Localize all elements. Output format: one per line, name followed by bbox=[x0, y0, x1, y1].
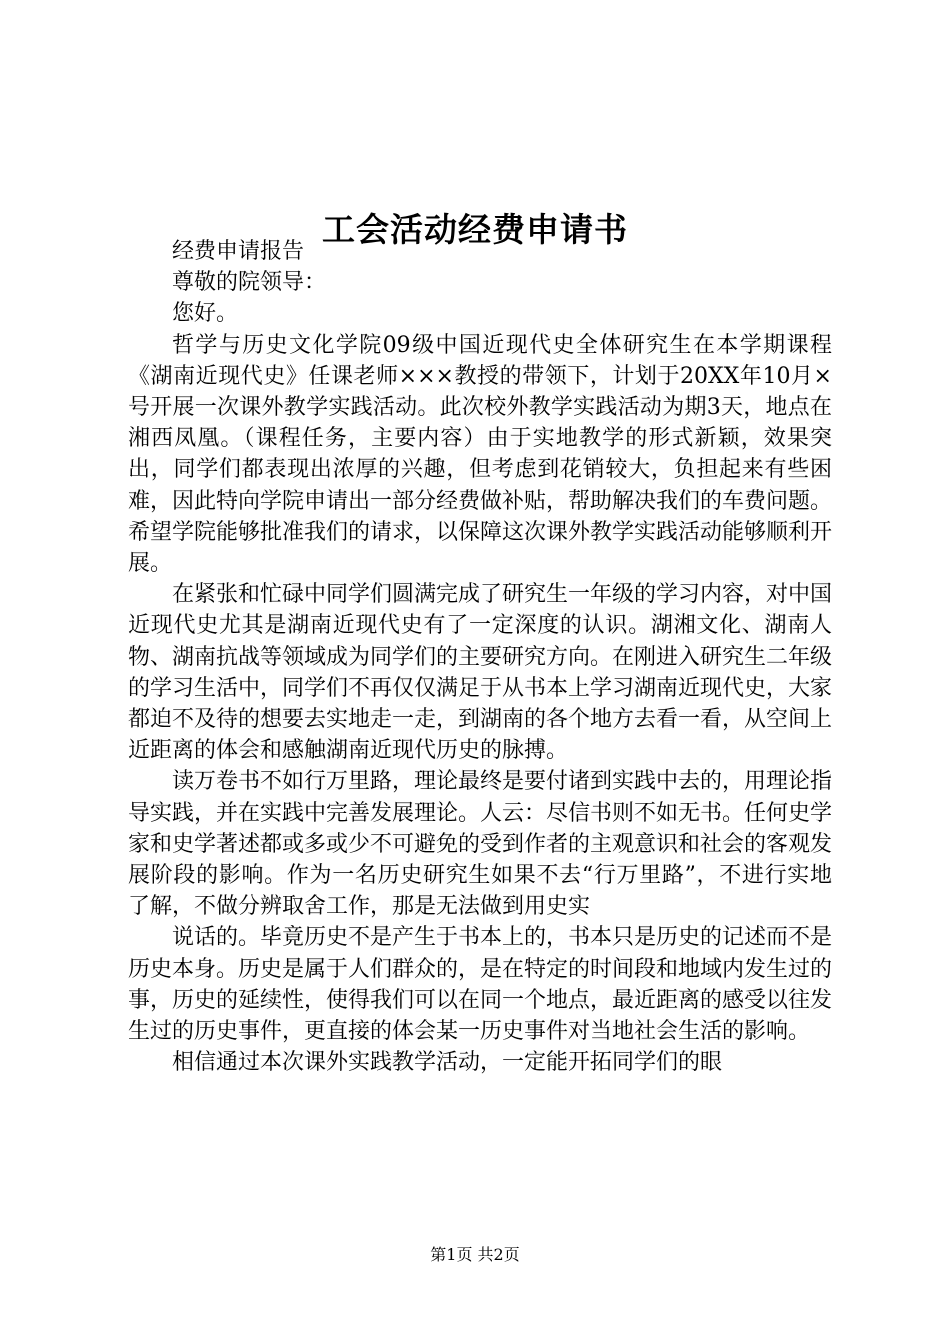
page-number-footer: 第1页 共2页 bbox=[430, 1245, 520, 1264]
body-paragraph: 说话的。毕竟历史不是产生于书本上的，书本只是历史的记述而不是历史本身。历史是属于人们群众的，是在特定的时间段和地域内发生过的事，历史的延续性，使得我们可以在同一个地点，最近距离的感受以往发生过的历史事件，更直接的体会某一历史事件对当地社会生活的影响。 bbox=[128, 925, 833, 1045]
report-heading: 经费申请报告 bbox=[172, 239, 305, 264]
greeting: 您好。 bbox=[172, 301, 239, 327]
body-paragraph: 在紧张和忙碌中同学们圆满完成了研究生一年级的学习内容，对中国近现代史尤其是湖南近现代史有了一定深度的认识。湖湘文化、湖南人物、湖南抗战等领域成为同学们的主要研究方向。在刚进入研究生二年级的学习生活中，同学们不再仅仅满足于从书本上学习湖南近现代史，大家都迫不及待的想要去实地走一走，到湖南的各个地方去看一看，从空间上近距离的体会和感触湖南近现代历史的脉搏。 bbox=[128, 582, 833, 764]
document-title: 工会活动经费申请书 bbox=[322, 210, 628, 250]
salutation: 尊敬的院领导： bbox=[172, 270, 327, 296]
body-paragraph: 读万卷书不如行万里路，理论最终是要付诸到实践中去的，用理论指导实践，并在实践中完善发展理论。人云：尽信书则不如无书。任何史学家和史学著述都或多或少不可避免的受到作者的主观意识和社会的客观发展阶段的影响。作为一名历史研究生如果不去“行万里路”，不进行实地了解，不做分辨取舍工作，那是无法做到用史实 bbox=[128, 769, 833, 920]
document-body bbox=[128, 236, 832, 1078]
body-paragraph: 哲学与历史文化学院09级中国近现代史全体研究生在本学期课程《湖南近现代史》任课老师×××教授的带领下，计划于20XX年10月×号开展一次课外教学实践活动。此次校外教学实践活动为期3天，地点在湘西凤凰。（课程任务，主要内容）由于实地教学的形式新颖，效果突出，同学们都表现出浓厚的兴趣，但考虑到花销较大，负担起来有些困难，因此特向学院申请出一部分经费做补贴，帮助解决我们的车费问题。希望学院能够批准我们的请求，以保障这次课外教学实践活动能够顺利开展。 bbox=[128, 332, 833, 577]
body-paragraph: 相信通过本次课外实践教学活动，一定能开拓同学们的眼 bbox=[172, 1050, 723, 1076]
